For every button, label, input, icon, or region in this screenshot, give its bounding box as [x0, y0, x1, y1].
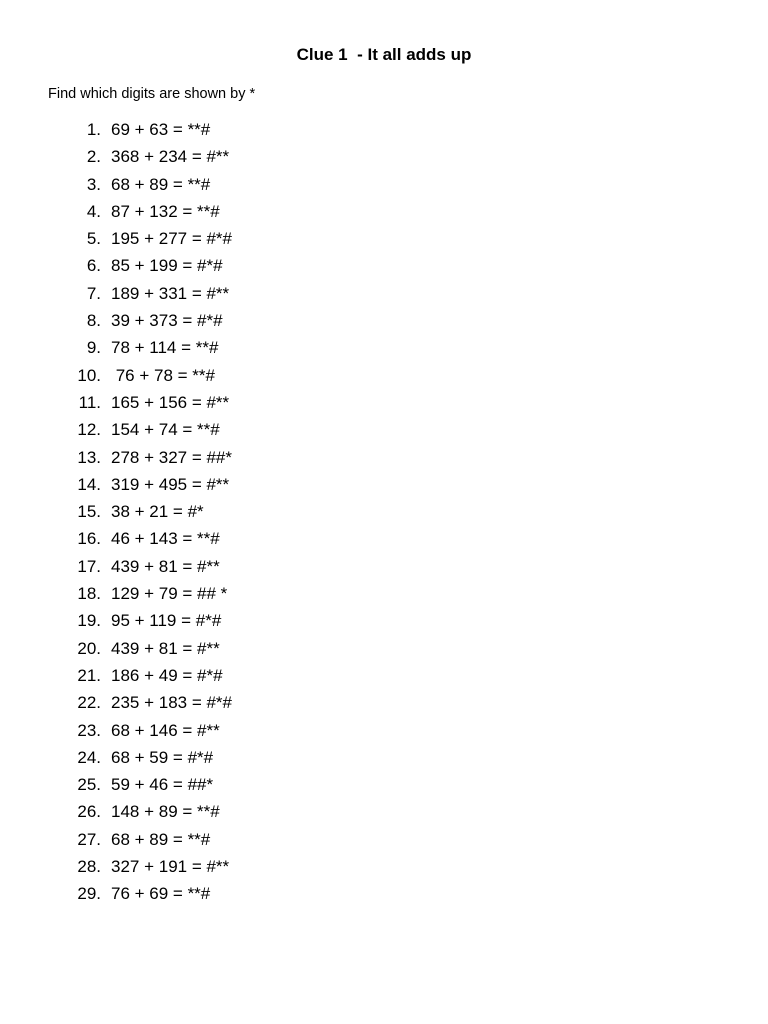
clue-equation: 165 + 156 = #** [111, 392, 230, 412]
clue-number: 5. [86, 229, 101, 249]
clue-number: 9. [86, 338, 101, 358]
clue-equation: 235 + 183 = #*# [111, 693, 233, 713]
clue-equation: 68 + 89 = **# [111, 829, 211, 849]
clue-number: 4. [86, 201, 101, 221]
clue-equation: 38 + 21 = #* [111, 502, 204, 522]
clue-number: 7. [86, 283, 101, 303]
clue-equation: 78 + 114 = **# [111, 338, 219, 358]
clue-equation: 195 + 277 = #*# [111, 229, 233, 249]
clue-number: 1. [86, 120, 101, 139]
clue-number: 19. [77, 611, 101, 631]
clue-number: 24. [77, 747, 101, 767]
clue-equation: 327 + 191 = #** [111, 857, 230, 877]
clue-number: 16. [77, 529, 101, 549]
clue-number: 27. [77, 829, 101, 849]
clue-number: 26. [77, 802, 101, 822]
clue-number: 17. [77, 556, 101, 576]
clue-equation: 85 + 199 = #*# [111, 256, 223, 276]
clue-equation: 189 + 331 = #** [111, 283, 230, 303]
clue-number: 21. [77, 665, 101, 685]
clue-number: 20. [77, 638, 101, 658]
clue-equation: 278 + 327 = ##* [111, 447, 233, 467]
clue-equation: 439 + 81 = #** [111, 638, 220, 658]
clue-number: 6. [86, 256, 101, 276]
clue-number: 18. [77, 584, 101, 604]
clue-equation: 148 + 89 = **# [111, 802, 220, 822]
clue-equation: 39 + 373 = #*# [111, 311, 223, 331]
clue-number: 13. [77, 447, 101, 467]
clue-equation: 68 + 89 = **# [111, 174, 211, 194]
instruction-text: Find which digits are shown by * [48, 86, 256, 102]
clue-number: 3. [86, 174, 101, 194]
clue-equation: 68 + 146 = #** [111, 720, 220, 740]
clue-number: 11. [78, 392, 101, 412]
clue-equation: 59 + 46 = ##* [111, 775, 214, 795]
clue-number: 2. [86, 147, 101, 167]
clue-number: 28. [77, 857, 101, 877]
clue-number: 8. [86, 311, 101, 331]
clue-equation: 68 + 59 = #*# [111, 747, 214, 767]
clue-equation: 186 + 49 = #*# [111, 665, 223, 685]
clue-equation: 69 + 63 = **# [111, 120, 211, 139]
clue-equation: 76 + 69 = **# [111, 884, 211, 904]
clue-number: 22. [77, 693, 101, 713]
clue-equation: 154 + 74 = **# [111, 420, 220, 440]
clue-number: 15. [77, 502, 101, 522]
clue-equation: 95 + 119 = #*# [111, 611, 222, 631]
clue-number: 25. [77, 775, 101, 795]
clue-equation: 319 + 495 = #** [111, 474, 230, 494]
page-title: Clue 1 - It all adds up [296, 45, 472, 64]
clue-equation: 368 + 234 = #** [111, 147, 230, 167]
clue-equation: 87 + 132 = **# [111, 201, 220, 221]
clue-number: 10. [77, 365, 101, 385]
clue-number: 12. [77, 420, 101, 440]
clue-number: 29. [77, 884, 101, 904]
clue-equation: 76 + 78 = **# [111, 365, 215, 385]
clue-number: 14. [77, 474, 101, 494]
clue-equation: 46 + 143 = **# [111, 529, 220, 549]
clue-equation: 129 + 79 = ## * [111, 584, 228, 604]
clue-number: 23. [77, 720, 101, 740]
clue-equation: 439 + 81 = #** [111, 556, 220, 576]
